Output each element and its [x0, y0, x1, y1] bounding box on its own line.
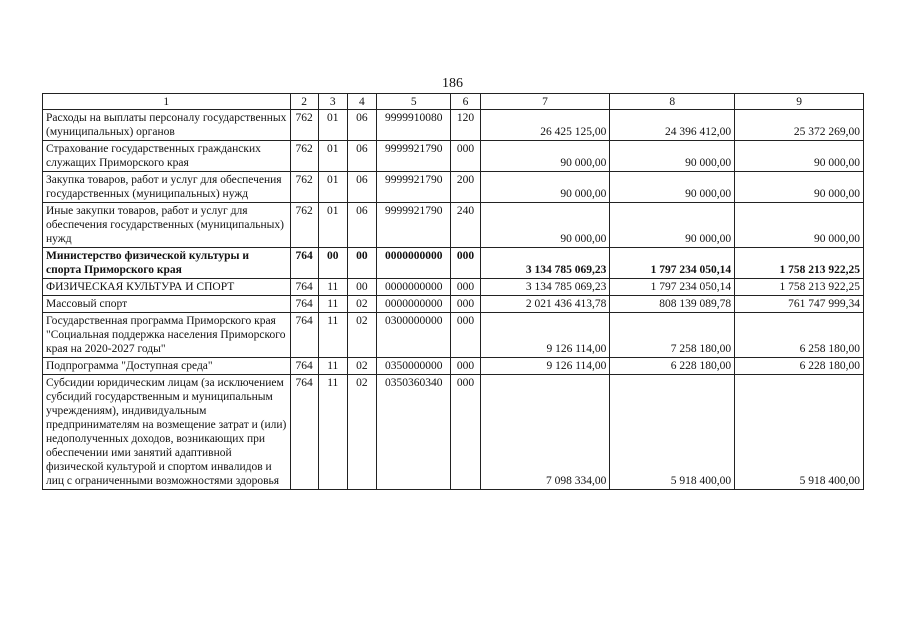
section-code: 00 [318, 248, 347, 279]
expense-type-code: 200 [451, 172, 480, 203]
header-cell: 8 [610, 94, 735, 110]
header-cell: 6 [451, 94, 480, 110]
target-article-code: 9999921790 [377, 172, 451, 203]
amount-col7: 9 126 114,00 [480, 358, 610, 375]
amount-col7: 90 000,00 [480, 172, 610, 203]
expense-type-code: 000 [451, 141, 480, 172]
table-row [43, 296, 864, 313]
amount-col7: 7 098 334,00 [480, 375, 610, 490]
amount-col8: 90 000,00 [610, 203, 735, 248]
header-cell: 2 [290, 94, 318, 110]
amount-col7: 90 000,00 [480, 141, 610, 172]
table-row [43, 375, 864, 490]
item-name: Страхование государственных гражданских служащих Приморского края [43, 141, 291, 172]
header-cell: 4 [347, 94, 376, 110]
amount-col7: 26 425 125,00 [480, 110, 610, 141]
budget-table [42, 93, 864, 490]
amount-col9: 5 918 400,00 [735, 375, 864, 490]
amount-col9: 1 758 213 922,25 [735, 279, 864, 296]
section-code: 11 [318, 279, 347, 296]
amount-col9: 761 747 999,34 [735, 296, 864, 313]
header-cell: 7 [480, 94, 610, 110]
item-name: Министерство физической культуры и спорта Приморского края [43, 248, 291, 279]
amount-col8: 1 797 234 050,14 [610, 279, 735, 296]
amount-col7: 9 126 114,00 [480, 313, 610, 358]
subsection-code: 02 [347, 358, 376, 375]
table-row [43, 313, 864, 358]
amount-col7: 3 134 785 069,23 [480, 279, 610, 296]
table-row [43, 172, 864, 203]
amount-col9: 6 258 180,00 [735, 313, 864, 358]
table-row [43, 358, 864, 375]
subsection-code: 06 [347, 172, 376, 203]
amount-col9: 90 000,00 [735, 203, 864, 248]
ministry-code: 762 [290, 203, 318, 248]
page-number: 186 [442, 76, 463, 91]
section-code: 11 [318, 375, 347, 490]
expense-type-code: 000 [451, 375, 480, 490]
amount-col9: 90 000,00 [735, 141, 864, 172]
table-row [43, 141, 864, 172]
section-code: 01 [318, 172, 347, 203]
item-name: Массовый спорт [43, 296, 291, 313]
item-name: Государственная программа Приморского края "Социальная поддержка населения Приморского края на 2020-2027 годы" [43, 313, 291, 358]
subsection-code: 02 [347, 296, 376, 313]
amount-col8: 808 139 089,78 [610, 296, 735, 313]
section-code: 11 [318, 358, 347, 375]
ministry-code: 764 [290, 375, 318, 490]
item-name: ФИЗИЧЕСКАЯ КУЛЬТУРА И СПОРТ [43, 279, 291, 296]
amount-col8: 6 228 180,00 [610, 358, 735, 375]
target-article-code: 9999921790 [377, 141, 451, 172]
section-code: 11 [318, 313, 347, 358]
amount-col8: 5 918 400,00 [610, 375, 735, 490]
amount-col9: 25 372 269,00 [735, 110, 864, 141]
ministry-code: 762 [290, 110, 318, 141]
ministry-code: 764 [290, 279, 318, 296]
amount-col9: 90 000,00 [735, 172, 864, 203]
expense-type-code: 240 [451, 203, 480, 248]
expense-type-code: 000 [451, 358, 480, 375]
expense-type-code: 000 [451, 279, 480, 296]
header-cell: 9 [735, 94, 864, 110]
amount-col8: 1 797 234 050,14 [610, 248, 735, 279]
item-name: Расходы на выплаты персоналу государственных (муниципальных) органов [43, 110, 291, 141]
amount-col8: 24 396 412,00 [610, 110, 735, 141]
amount-col8: 7 258 180,00 [610, 313, 735, 358]
table-row [43, 203, 864, 248]
subsection-code: 00 [347, 248, 376, 279]
ministry-code: 764 [290, 313, 318, 358]
table-row [43, 279, 864, 296]
section-code: 01 [318, 110, 347, 141]
ministry-code: 762 [290, 141, 318, 172]
target-article-code: 0000000000 [377, 248, 451, 279]
ministry-code: 762 [290, 172, 318, 203]
header-cell: 5 [377, 94, 451, 110]
table-row [43, 248, 864, 279]
subsection-code: 06 [347, 110, 376, 141]
target-article-code: 0350000000 [377, 358, 451, 375]
ministry-code: 764 [290, 248, 318, 279]
amount-col9: 6 228 180,00 [735, 358, 864, 375]
table-row [43, 110, 864, 141]
target-article-code: 9999921790 [377, 203, 451, 248]
amount-col7: 2 021 436 413,78 [480, 296, 610, 313]
target-article-code: 0000000000 [377, 279, 451, 296]
target-article-code: 0300000000 [377, 313, 451, 358]
subsection-code: 06 [347, 203, 376, 248]
header-row [43, 94, 864, 110]
subsection-code: 00 [347, 279, 376, 296]
header-cell: 3 [318, 94, 347, 110]
target-article-code: 0350360340 [377, 375, 451, 490]
expense-type-code: 000 [451, 248, 480, 279]
ministry-code: 764 [290, 358, 318, 375]
item-name: Субсидии юридическим лицам (за исключением субсидий государственным и муниципальным учреждениям), индивидуальным предпринимателям на возмещение затрат и (или) недополученных доходов, возникающих при обеспечении ими занятий адаптивной физической культурой и спортом инвалидов и лиц с ограниченными возможностями здоровья [43, 375, 291, 490]
item-name: Подпрограмма "Доступная среда" [43, 358, 291, 375]
amount-col9: 1 758 213 922,25 [735, 248, 864, 279]
amount-col8: 90 000,00 [610, 141, 735, 172]
expense-type-code: 000 [451, 313, 480, 358]
target-article-code: 9999910080 [377, 110, 451, 141]
expense-type-code: 000 [451, 296, 480, 313]
item-name: Закупка товаров, работ и услуг для обеспечения государственных (муниципальных) нужд [43, 172, 291, 203]
section-code: 01 [318, 203, 347, 248]
amount-col8: 90 000,00 [610, 172, 735, 203]
subsection-code: 02 [347, 313, 376, 358]
section-code: 01 [318, 141, 347, 172]
amount-col7: 3 134 785 069,23 [480, 248, 610, 279]
ministry-code: 764 [290, 296, 318, 313]
target-article-code: 0000000000 [377, 296, 451, 313]
subsection-code: 02 [347, 375, 376, 490]
expense-type-code: 120 [451, 110, 480, 141]
item-name: Иные закупки товаров, работ и услуг для обеспечения государственных (муниципальных) нужд [43, 203, 291, 248]
amount-col7: 90 000,00 [480, 203, 610, 248]
header-cell: 1 [43, 94, 291, 110]
subsection-code: 06 [347, 141, 376, 172]
section-code: 11 [318, 296, 347, 313]
